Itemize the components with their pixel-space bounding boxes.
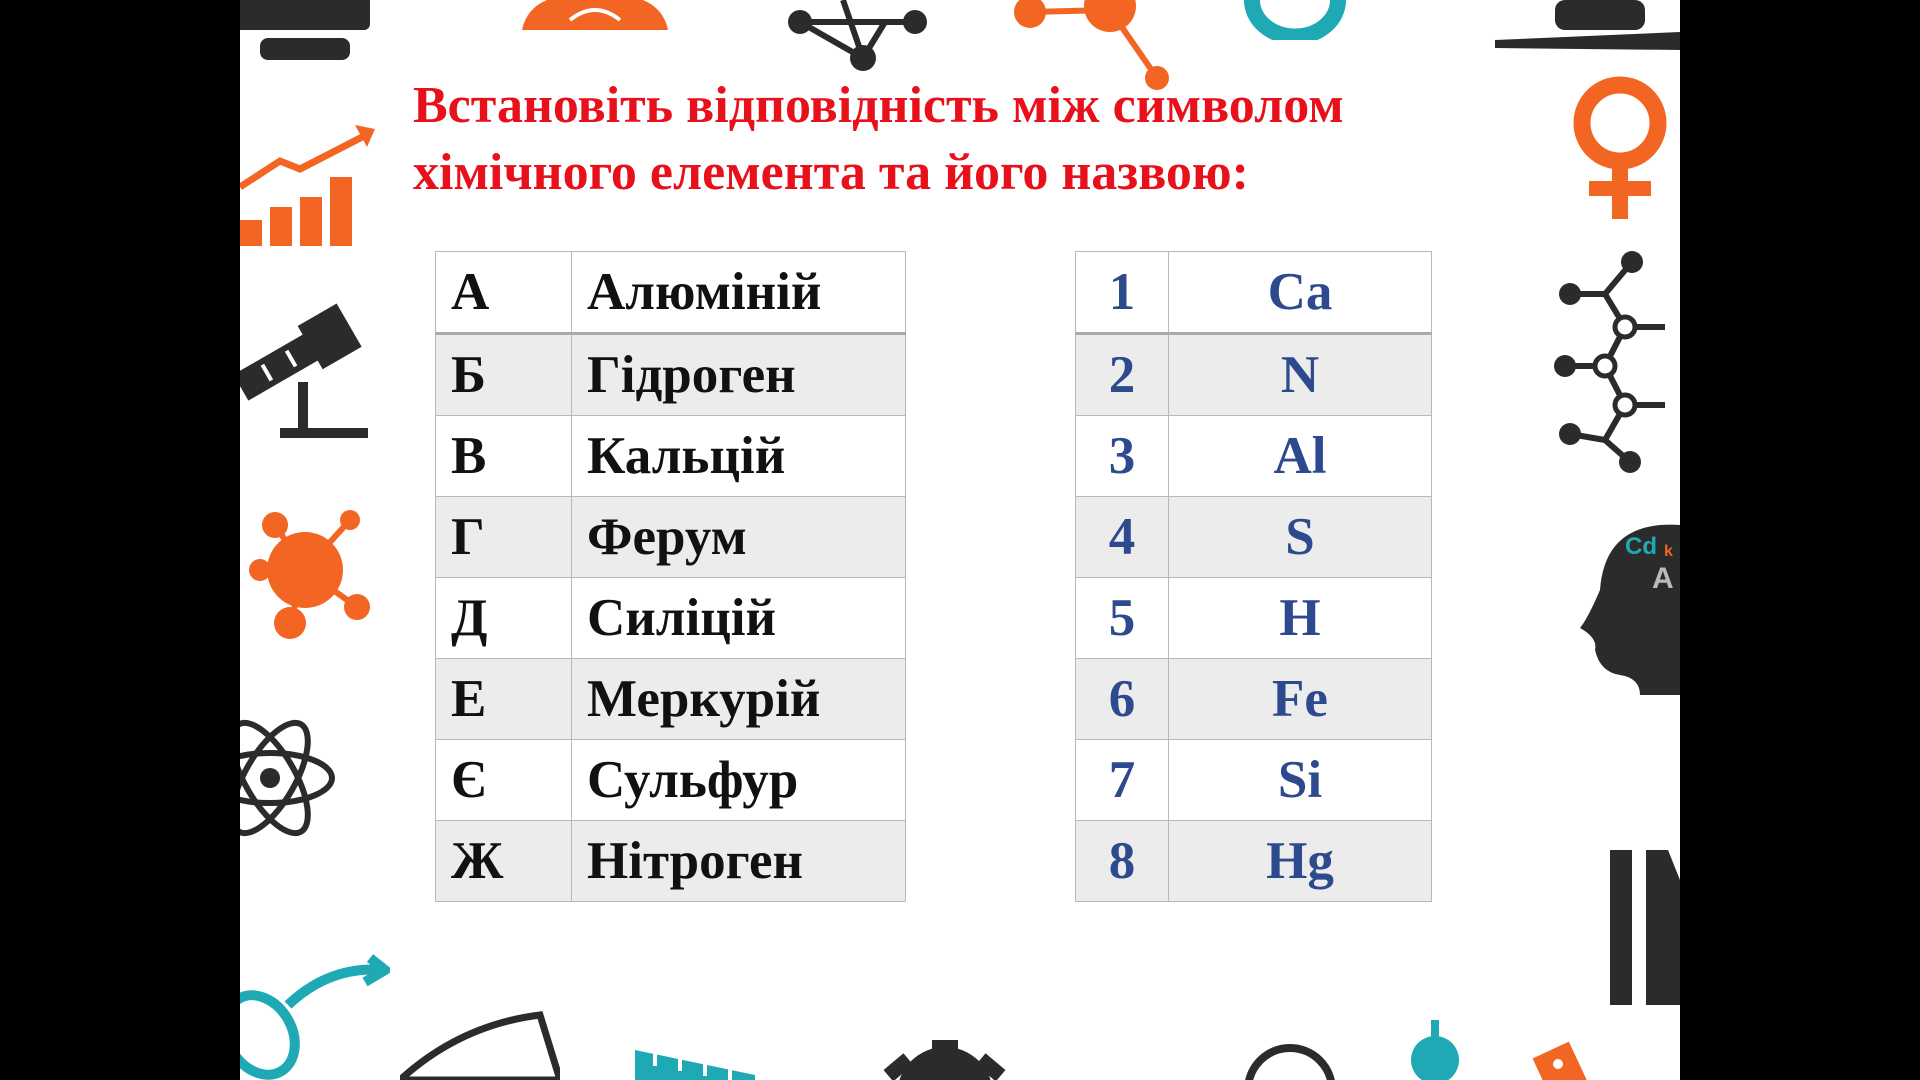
head-letter: k [1664, 543, 1673, 560]
table-row [1076, 252, 1432, 334]
table-row [436, 252, 906, 334]
element-symbol: S [1169, 497, 1432, 578]
element-symbol: Hg [1169, 821, 1432, 902]
table-row [1076, 416, 1432, 497]
element-name: Кальцій [572, 416, 906, 497]
element-name: Нітроген [572, 821, 906, 902]
row-letter: Б [436, 334, 572, 416]
row-letter: Є [436, 740, 572, 821]
hexagon-molecule-icon [1550, 250, 1680, 480]
row-number: 8 [1076, 821, 1169, 902]
row-number: 5 [1076, 578, 1169, 659]
head-letter: A [1652, 562, 1674, 595]
title-line-2: хімічного елемента та його назвою: [413, 144, 1249, 201]
brain-icon [520, 0, 670, 40]
table-row [436, 497, 906, 578]
row-number: 2 [1076, 334, 1169, 416]
tag-icon [1530, 1040, 1600, 1080]
ring-icon [1240, 0, 1350, 40]
table-row [1076, 659, 1432, 740]
female-symbol-icon [1565, 75, 1675, 225]
atom-icon [240, 715, 350, 845]
table-row [436, 578, 906, 659]
row-number: 1 [1076, 252, 1169, 334]
table-row [1076, 334, 1432, 416]
gear-icon [880, 1040, 1010, 1080]
slide [240, 0, 1680, 1080]
element-name: Силіцій [572, 578, 906, 659]
row-letter: В [436, 416, 572, 497]
table-row [1076, 821, 1432, 902]
page-title [413, 72, 1513, 206]
element-name: Меркурій [572, 659, 906, 740]
book-icon [400, 1005, 560, 1080]
row-letter: Е [436, 659, 572, 740]
row-number: 6 [1076, 659, 1169, 740]
glasses-icon [240, 940, 390, 1080]
row-letter: А [436, 252, 572, 334]
magnifier-icon [1240, 1040, 1340, 1080]
monitor-icon [240, 0, 380, 70]
row-number: 7 [1076, 740, 1169, 821]
element-symbol: N [1169, 334, 1432, 416]
head-profile-icon [1560, 520, 1680, 700]
element-symbol: H [1169, 578, 1432, 659]
element-name: Алюміній [572, 252, 906, 334]
element-symbols-table [1075, 251, 1432, 902]
flask-icon [1405, 1020, 1465, 1080]
element-symbol: Al [1169, 416, 1432, 497]
virus-icon [245, 505, 385, 640]
table-row [1076, 740, 1432, 821]
table-row [436, 740, 906, 821]
element-symbol: Ca [1169, 252, 1432, 334]
element-names-table [435, 251, 906, 902]
element-name: Ферум [572, 497, 906, 578]
title-line-1: Встановіть відповідність між символом [413, 77, 1344, 134]
network-icon [775, 0, 955, 80]
table-row [1076, 497, 1432, 578]
element-name: Гідроген [572, 334, 906, 416]
table-row [436, 659, 906, 740]
row-number: 4 [1076, 497, 1169, 578]
element-name: Сульфур [572, 740, 906, 821]
row-letter: Г [436, 497, 572, 578]
dark-bars-icon [1610, 850, 1680, 1010]
microscope-icon [1495, 0, 1680, 60]
table-row [436, 334, 906, 416]
element-symbol: Fe [1169, 659, 1432, 740]
ruler-icon [635, 1040, 755, 1080]
element-symbol: Si [1169, 740, 1432, 821]
row-letter: Д [436, 578, 572, 659]
telescope-icon [240, 300, 370, 445]
row-number: 3 [1076, 416, 1169, 497]
table-row [436, 821, 906, 902]
head-letter: Cd [1625, 533, 1657, 560]
table-row [1076, 578, 1432, 659]
table-row [436, 416, 906, 497]
growth-chart-icon [240, 125, 380, 255]
row-letter: Ж [436, 821, 572, 902]
